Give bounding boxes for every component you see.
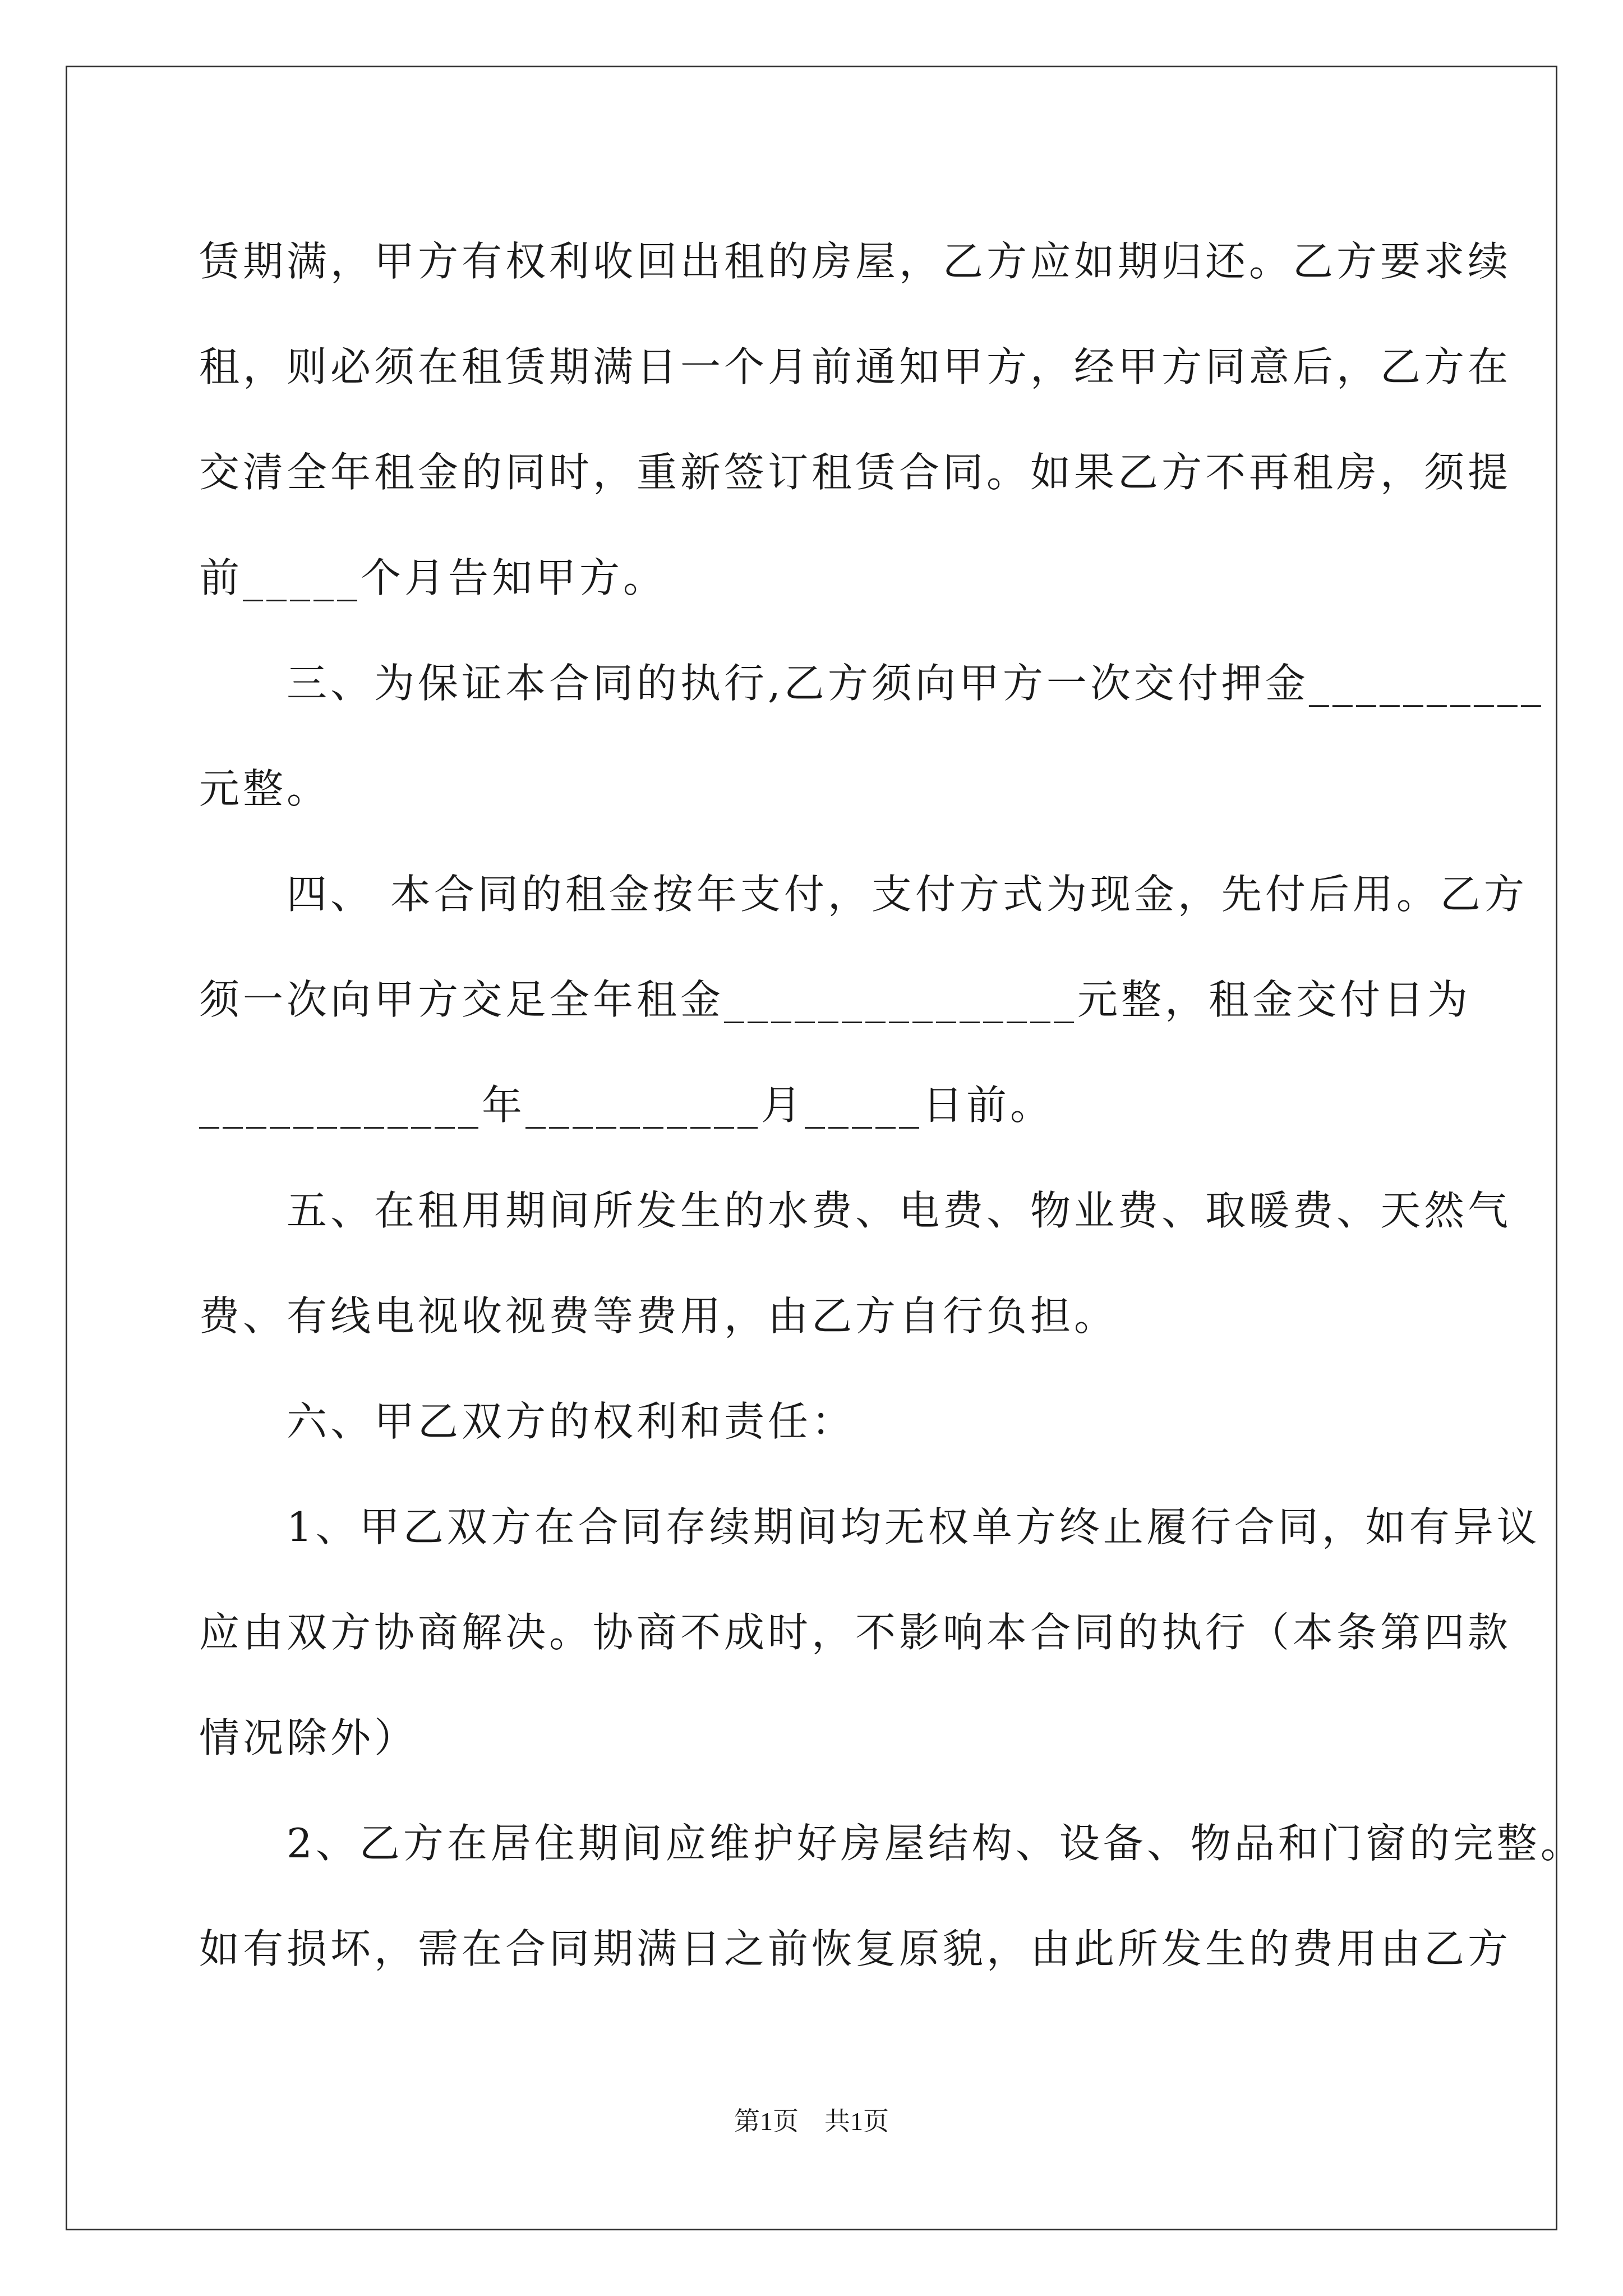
text-line: 赁期满，甲方有权利收回出租的房屋，乙方应如期归还。乙方要求续 <box>199 238 1512 285</box>
text-line: 如有损坏，需在合同期满日之前恢复原貌，由此所发生的费用由乙方 <box>199 1925 1512 1972</box>
text-line: 三、为保证本合同的执行,乙方须向甲方一次交付押金__________ <box>199 660 1544 707</box>
text-line: 租，则必须在租赁期满日一个月前通知甲方，经甲方同意后，乙方在 <box>199 343 1512 390</box>
text-line: 费、有线电视收视费等费用，由乙方自行负担。 <box>199 1292 1118 1340</box>
text-line: 须一次向甲方交足全年租金_______________元整，租金交付日为 <box>199 976 1472 1023</box>
text-line: 五、在租用期间所发生的水费、电费、物业费、取暖费、天然气 <box>199 1187 1512 1234</box>
page-number-footer: 第1页 共1页 <box>734 2107 889 2136</box>
text-line: ____________年__________月_____日前。 <box>199 1082 1054 1129</box>
text-line: 六、甲乙双方的权利和责任： <box>199 1398 856 1445</box>
text-line: 前_____个月告知甲方。 <box>199 554 667 601</box>
text-line: 1、甲乙双方在合同存续期间均无权单方终止履行合同，如有异议 <box>199 1503 1541 1550</box>
text-line: 四、 本合同的租金按年支付，支付方式为现金，先付后用。乙方 <box>199 871 1528 918</box>
text-line: 2、乙方在居住期间应维护好房屋结构、设备、物品和门窗的完整。 <box>199 1820 1584 1867</box>
text-line: 应由双方协商解决。协商不成时，不影响本合同的执行（本条第四款 <box>199 1609 1512 1656</box>
text-line: 交清全年租金的同时，重新签订租赁合同。如果乙方不再租房，须提 <box>199 449 1512 496</box>
text-line: 元整。 <box>199 765 331 812</box>
text-line: 情况除外） <box>199 1714 418 1761</box>
document-body <box>199 209 1584 2001</box>
